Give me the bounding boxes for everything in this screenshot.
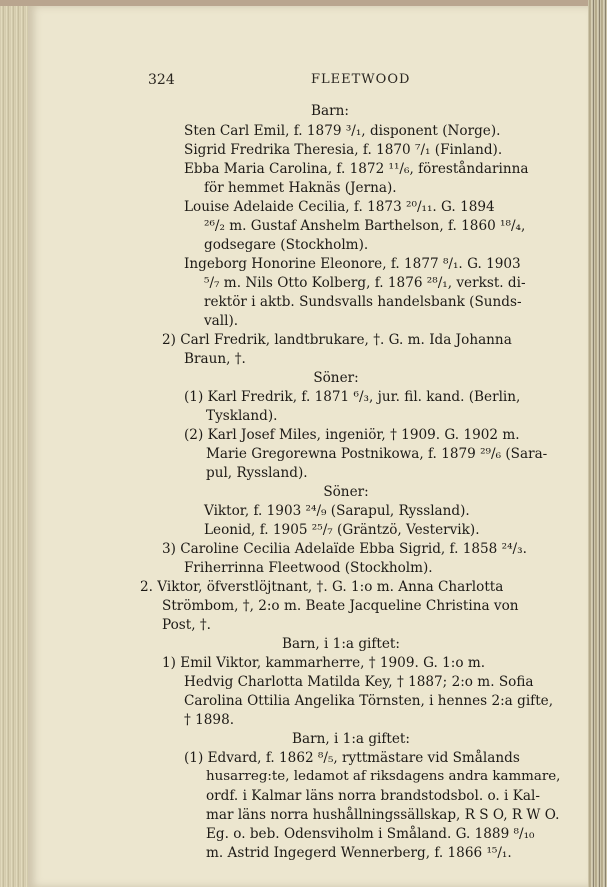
- text-line: Hedvig Charlotta Matilda Key, † 1887; 2:o m. Sofia: [184, 674, 534, 690]
- text-line: (1) Karl Fredrik, f. 1871 ⁶/₃, jur. fil. kand. (Berlin,: [184, 389, 521, 405]
- text-line: m. Astrid Ingegerd Wennerberg, f. 1866 ¹⁵/₁.: [206, 845, 512, 861]
- text-line: Sten Carl Emil, f. 1879 ³/₁, disponent (Norge).: [184, 123, 501, 139]
- text-line: Leonid, f. 1905 ²⁵/₇ (Gräntzö, Vestervik).: [204, 522, 480, 538]
- text-line: † 1898.: [184, 712, 235, 728]
- text-line: mar läns norra hushållningssällskap, R S O, R W O.: [206, 807, 560, 823]
- heading-soner: Söner:: [313, 370, 359, 386]
- running-head: FLEETWOOD: [311, 72, 411, 87]
- text-line: Marie Gregorewna Postnikowa, f. 1879 ²⁹/₆ (Sara-: [206, 446, 548, 462]
- text-line: Post, †.: [162, 617, 211, 633]
- heading-soner: Söner:: [323, 484, 369, 500]
- text-line: Viktor, f. 1903 ²⁴/₉ (Sarapul, Ryssland).: [204, 503, 470, 519]
- text-line: Strömbom, †, 2:o m. Beate Jacqueline Christina von: [162, 598, 519, 614]
- heading-barn-giftet: Barn, i 1:a giftet:: [292, 731, 410, 747]
- text-line: pul, Ryssland).: [206, 465, 308, 481]
- text-line: ordf. i Kalmar läns norra brandstodsbol. o. i Kal-: [206, 788, 540, 804]
- page-edges-right: [588, 0, 607, 887]
- text-line: Friherrinna Fleetwood (Stockholm).: [184, 560, 433, 576]
- page-edges-left: [0, 6, 30, 887]
- text-line: 1) Emil Viktor, kammarherre, † 1909. G. 1:o m.: [162, 655, 486, 671]
- page-number: 324: [148, 72, 175, 88]
- heading-barn-giftet: Barn, i 1:a giftet:: [282, 636, 400, 652]
- text-line: Braun, †.: [184, 351, 246, 367]
- text-line: ⁵/₇ m. Nils Otto Kolberg, f. 1876 ²⁸/₁, verkst. di-: [204, 275, 526, 291]
- text-line: Tyskland).: [206, 408, 278, 424]
- text-line: ²⁶/₂ m. Gustaf Anshelm Barthelson, f. 1860 ¹⁸/₄,: [204, 218, 526, 234]
- text-line: (2) Karl Josef Miles, ingeniör, † 1909. G. 1902 m.: [184, 427, 520, 443]
- text-line: 2) Carl Fredrik, landtbrukare, †. G. m. Ida Johanna: [162, 332, 512, 348]
- text-line: Carolina Ottilia Angelika Törnsten, i hennes 2:a gifte,: [184, 693, 554, 709]
- text-line: (1) Edvard, f. 1862 ⁸/₅, ryttmästare vid Smålands: [184, 750, 520, 766]
- text-line: Ebba Maria Carolina, f. 1872 ¹¹/₆, föreståndarinna: [184, 161, 529, 177]
- text-line: Ingeborg Honorine Eleonore, f. 1877 ⁸/₁. G. 1903: [184, 256, 521, 272]
- text-line: Sigrid Fredrika Theresia, f. 1870 ⁷/₁ (Finland).: [184, 142, 503, 158]
- text-line: husarreg:te, ledamot af riksdagens andra kammare,: [206, 769, 561, 784]
- text-line: 2. Viktor, öfverstlöjtnant, †. G. 1:o m. Anna Charlotta: [140, 579, 504, 595]
- text-line: godsegare (Stockholm).: [204, 237, 369, 253]
- text-line: rektör i aktb. Sundsvalls handelsbank (Sunds-: [204, 294, 522, 310]
- text-line: vall).: [204, 313, 239, 329]
- text-line: för hemmet Haknäs (Jerna).: [204, 180, 397, 196]
- text-line: Eg. o. beb. Odensviholm i Småland. G. 1889 ⁸/₁₀: [206, 826, 535, 842]
- text-line: Louise Adelaide Cecilia, f. 1873 ²⁰/₁₁. G. 1894: [184, 199, 495, 215]
- text-line: 3) Caroline Cecilia Adelaïde Ebba Sigrid, f. 1858 ²⁴/₃.: [162, 541, 527, 557]
- heading-barn: Barn:: [311, 103, 349, 119]
